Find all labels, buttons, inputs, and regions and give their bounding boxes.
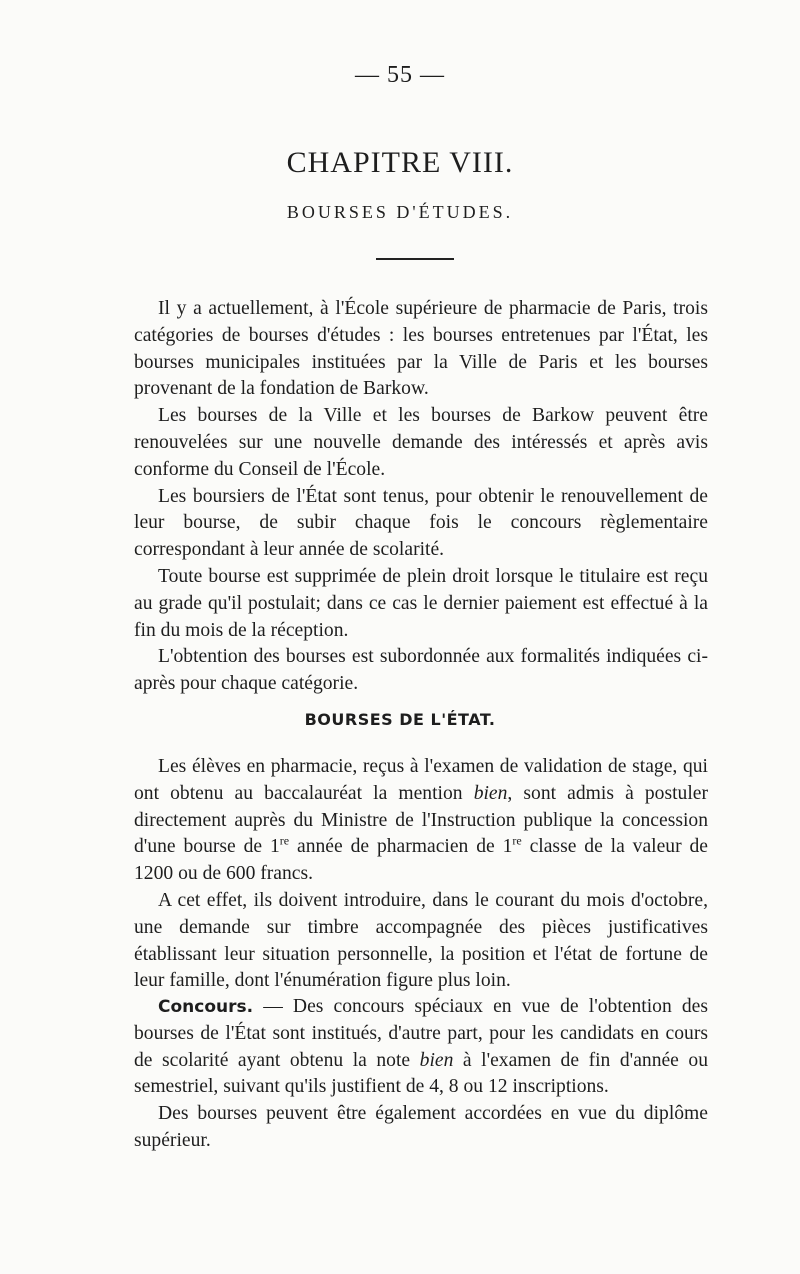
- concours-paragraph-2: Des bourses peuvent être également accordées en vue du diplôme supérieur.: [134, 1103, 708, 1151]
- state-text-c: année de pharmacien de 1: [289, 836, 513, 858]
- concours-paragraph-1: [134, 994, 708, 1101]
- state-section: [134, 754, 708, 995]
- chapter-subtitle: BOURSES D'ÉTUDES.: [286, 202, 514, 222]
- intro-paragraph-4: Toute bourse est supprimée de plein droit lorsque le titulaire est reçu au grade qu'il postulait; dans ce cas le dernier paiement est effectué à la fin du mois de la réception.: [134, 565, 708, 641]
- note-bien: bien: [419, 1049, 454, 1071]
- intro-paragraph-5: L'obtention des bourses est subordonnée aux formalités indiquées ci-après pour chaque catégorie.: [134, 646, 708, 695]
- mention-bien: bien: [473, 782, 508, 804]
- state-text-a: Les élèves en pharmacie, reçus à l'examen de validation de stage, qui ont obtenu au baccalauréat la mention: [134, 756, 708, 804]
- intro-section: [134, 296, 708, 698]
- concours-text-a: — Des concours spéciaux en vue de l'obtention des bourses de l'État sont institués, d'autre part, pour les candidats en cours de scolarité ayant obtenu la note: [134, 996, 708, 1071]
- chapter-title: CHAPITRE VIII.: [286, 146, 514, 179]
- concours-text-b: à l'examen de fin d'année ou semestriel, suivant qu'ils justifient de 4, 8 ou 12 inscriptions.: [134, 1049, 708, 1098]
- state-text-b: , sont admis à postuler directement auprès du Ministre de l'Instruction publique la concession d'une bourse de 1: [134, 782, 708, 858]
- title-divider: [376, 258, 454, 260]
- section-heading-state: BOURSES DE L'ÉTAT.: [304, 710, 496, 729]
- state-paragraph-1: [134, 754, 708, 888]
- concours-section: [134, 994, 708, 1155]
- ordinal-sup-2: re: [512, 833, 522, 848]
- state-paragraph-2: A cet effet, ils doivent introduire, dans le courant du mois d'octobre, une demande sur timbre accompagnée des pièces justificatives établissant leur situation personnelle, la position et l'état de fortune de leur famille, dont l'énumération figure plus loin.: [134, 889, 708, 992]
- intro-paragraph-1: Il y a actuellement, à l'École supérieure de pharmacie de Paris, trois catégories de bourses d'études : les bourses entretenues par l'État, les bourses municipales instituées par la Ville de Paris et les bourses provenant de la fondation de Barkow.: [134, 298, 708, 400]
- state-text-d: classe de la valeur de 1200 ou de 600 francs.: [134, 836, 708, 885]
- ordinal-sup-1: re: [279, 833, 290, 848]
- concours-label: Concours.: [158, 997, 254, 1017]
- intro-paragraph-2: Les bourses de la Ville et les bourses de Barkow peuvent être renouvelées sur une nouvelle demande des intéressés et après avis conforme du Conseil de l'École.: [134, 405, 708, 480]
- page-number: — 55 —: [355, 62, 445, 88]
- intro-paragraph-3: Les boursiers de l'État sont tenus, pour obtenir le renouvellement de leur bourse, de subir chaque fois le concours règlementaire correspondant à leur année de scolarité.: [134, 485, 708, 561]
